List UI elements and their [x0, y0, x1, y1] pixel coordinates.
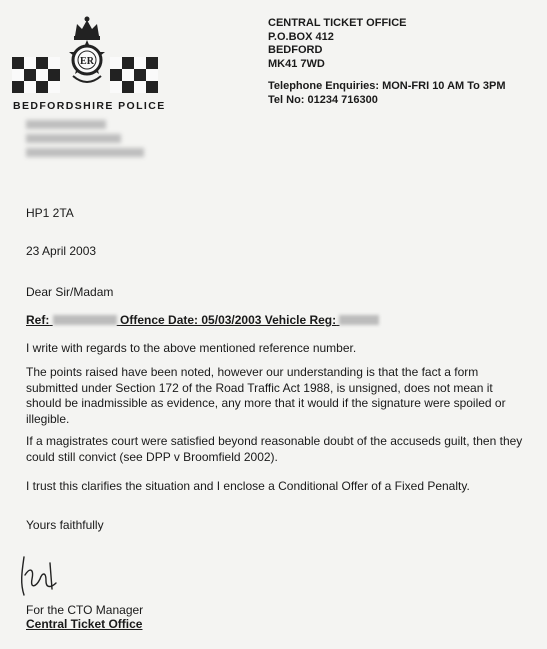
paragraph: I write with regards to the above mentioned reference number.	[26, 341, 357, 355]
enquiry-hours: Telephone Enquiries: MON-FRI 10 AM To 3PM	[268, 80, 506, 92]
redacted-recipient-address	[26, 120, 146, 162]
signoff: Yours faithfully	[26, 518, 104, 532]
bedfordshire-police-logo	[10, 14, 166, 112]
office-name: CENTRAL TICKET OFFICE	[268, 17, 407, 29]
paragraph: I trust this clarifies the situation and I enclose a Conditional Offer of a Fixed Penalty.	[26, 479, 470, 493]
recipient-postcode: HP1 2TA	[26, 206, 74, 220]
signature-icon	[16, 553, 66, 599]
address-line: BEDFORD	[268, 44, 323, 56]
redacted-vehicle-reg	[339, 315, 379, 325]
telephone-number: Tel No: 01234 716300	[268, 93, 378, 106]
redacted-reference	[53, 315, 117, 325]
office-address	[268, 17, 407, 71]
ref-label: Ref:	[26, 313, 50, 327]
checker-band-left	[12, 57, 60, 93]
checker-band-right	[110, 57, 158, 93]
police-crest-icon	[59, 14, 115, 94]
paragraph: If a magistrates court were satisfied beyond reasonable doubt of the accuseds guilt, then they could still convict (see DPP v Broomfield 2002).	[26, 434, 523, 464]
enquiries-block	[268, 80, 506, 107]
address-line: P.O.BOX 412	[268, 30, 334, 43]
address-line: MK41 7WD	[268, 57, 325, 70]
force-name: BEDFORDSHIRE POLICE	[13, 100, 166, 112]
reference-line	[26, 313, 379, 329]
salutation: Dear Sir/Madam	[26, 285, 114, 299]
paragraph: The points raised have been noted, however our understanding is that the fact a form submitted under Section 172 of the Road Traffic Act 1988, is unsigned, does not mean it should be inadmissible as evidence, any more that it would if the signature were spoiled or illegible.	[26, 365, 506, 426]
offence-details: Offence Date: 05/03/2003 Vehicle Reg:	[120, 313, 337, 327]
crest-cipher: ER	[80, 56, 94, 67]
letter-date: 23 April 2003	[26, 244, 97, 258]
office-signature: Central Ticket Office	[26, 617, 143, 631]
for-manager: For the CTO Manager	[26, 603, 144, 617]
